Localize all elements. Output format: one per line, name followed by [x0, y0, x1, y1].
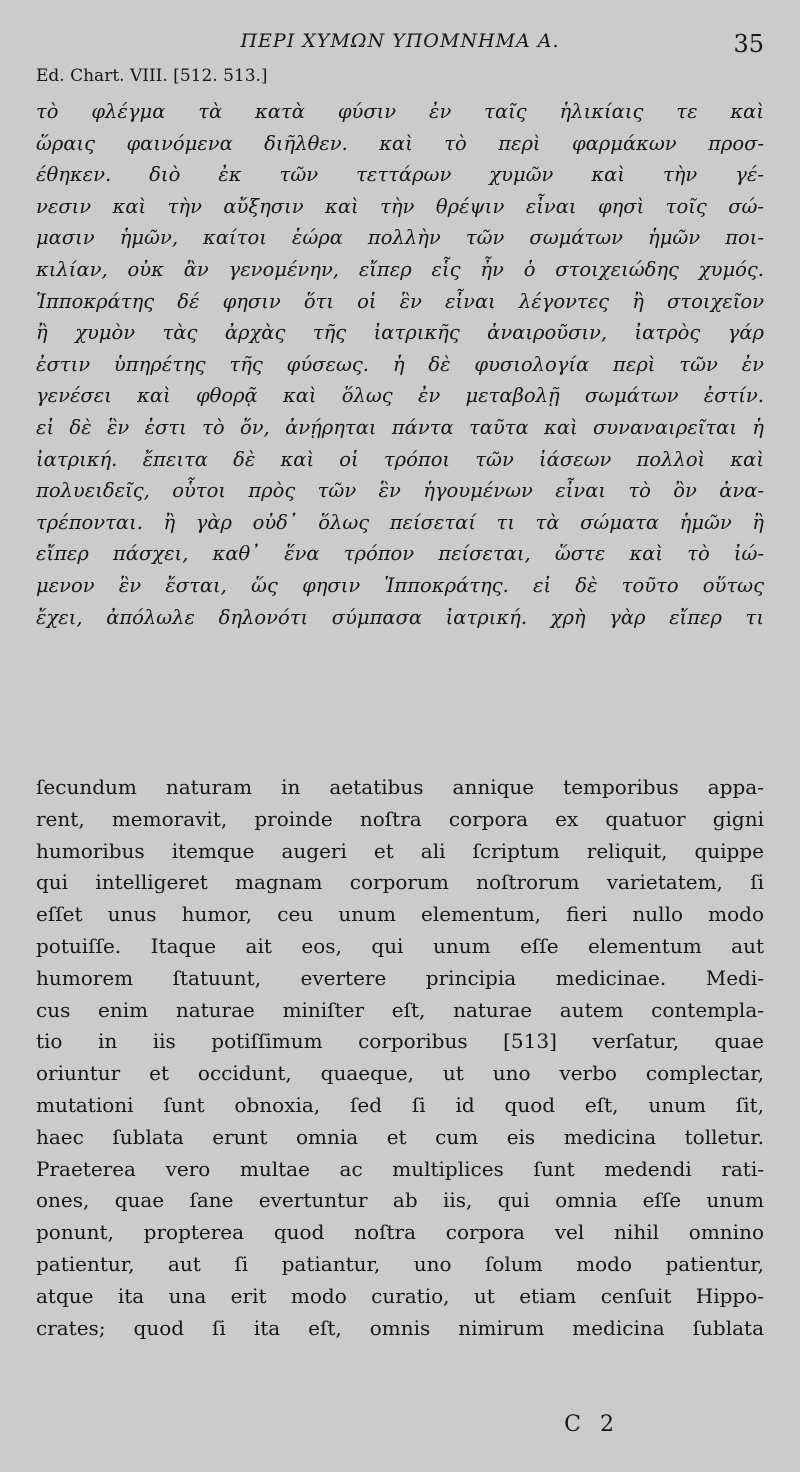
greek-line: τρέπονται. ἢ γὰρ οὐδ᾽ ὅλως πείσεταί τι τὰ σώματα ἡμῶν ἢ [36, 510, 764, 534]
latin-line: humoribus itemque augeri et ali ſcriptum reliquit, quippe [36, 838, 764, 863]
running-title: ΠΕΡΙ ΧΥΜΩΝ ΥΠΟΜΝΗΜΑ Α. [240, 30, 560, 52]
latin-line: rent, memoravit, proinde noſtra corpora ex quatuor gigni [36, 806, 764, 831]
greek-line: νεσιν καὶ τὴν αὔξησιν καὶ τὴν θρέψιν εἶναι φησὶ τοῖς σώ- [36, 194, 764, 218]
greek-line: γενέσει καὶ φθορᾷ καὶ ὅλως ἐν μεταβολῇ σωμάτων ἐστίν. [36, 384, 764, 408]
latin-line: patientur, aut ſi patiantur, uno ſolum modo patientur, [36, 1251, 764, 1276]
greek-line: μενον ἓν ἔσται, ὥς φησιν Ἱπποκράτης. εἰ δὲ τοῦτο οὕτως [36, 573, 764, 597]
latin-line: humorem ſtatuunt, evertere principia medicinae. Medi- [36, 965, 764, 990]
latin-line: qui intelligeret magnam corporum noſtrorum varietatem, ſi [36, 870, 764, 895]
latin-line: mutationi ſunt obnoxia, ſed ſi id quod eſt, unum ſit, [36, 1092, 764, 1117]
greek-line: ὥραις φαινόμενα διῆλθεν. καὶ τὸ περὶ φαρμάκων προσ- [36, 131, 764, 155]
greek-line: μασιν ἡμῶν, καίτοι ἑώρα πολλὴν τῶν σωμάτων ἡμῶν ποι- [36, 226, 764, 250]
latin-line: ſecundum naturam in aetatibus annique temporibus appa- [36, 775, 764, 799]
edition-reference: Ed. Chart. VIII. [512. 513.] [36, 66, 268, 86]
greek-line: ἔχει, ἀπόλωλε δηλονότι σύμπασα ἰατρική. χρὴ γὰρ εἴπερ τι [36, 605, 764, 629]
latin-line: potuiſſe. Itaque ait eos, qui unum eſſe elementum aut [36, 933, 764, 958]
greek-line: Ἱπποκράτης δέ φησιν ὅτι οἱ ἓν εἶναι λέγοντες ἢ στοιχεῖον [36, 289, 764, 313]
latin-line: haec ſublata erunt omnia et cum eis medicina tolletur. [36, 1124, 764, 1149]
greek-line: πολυειδεῖς, οὗτοι πρὸς τῶν ἓν ἡγουμένων εἶναι τὸ ὂν ἀνα- [36, 479, 764, 503]
page-header [0, 30, 800, 62]
greek-line: τὸ φλέγμα τὰ κατὰ φύσιν ἐν ταῖς ἡλικίαις τε καὶ [36, 100, 764, 123]
greek-text-block [36, 96, 764, 633]
page-number: 35 [733, 30, 764, 58]
latin-line: oriuntur et occidunt, quaeque, ut uno verbo complectar, [36, 1061, 764, 1086]
latin-line: eſſet unus humor, ceu unum elementum, fieri nullo modo [36, 902, 764, 927]
greek-line: έθηκεν. διὸ ἐκ τῶν τεττάρων χυμῶν καὶ τὴν γέ- [36, 163, 764, 187]
greek-line: ἢ χυμὸν τὰς ἀρχὰς τῆς ἰατρικῆς ἀναιροῦσιν, ἰατρὸς γάρ [36, 321, 764, 345]
latin-text-block [36, 772, 764, 1344]
latin-line: ponunt, propterea quod noſtra corpora vel nihil omnino [36, 1220, 764, 1245]
latin-line: atque ita una erit modo curatio, ut etiam cenſuit Hippo- [36, 1283, 764, 1308]
latin-line: Praeterea vero multae ac multiplices ſunt medendi rati- [36, 1156, 764, 1181]
latin-line: ones, quae ſane evertuntur ab iis, qui omnia eſſe unum [36, 1188, 764, 1213]
signature-mark: C 2 [564, 1412, 620, 1437]
greek-line: ἰατρική. ἔπειτα δὲ καὶ οἱ τρόποι τῶν ἰάσεων πολλοὶ καὶ [36, 447, 764, 471]
greek-line: εἴπερ πάσχει, καθ᾽ ἕνα τρόπον πείσεται, ὥστε καὶ τὸ ἰώ- [36, 542, 764, 566]
greek-line: κιλίαν, οὐκ ἂν γενομένην, εἴπερ εἷς ἦν ὁ στοιχειώδης χυμός. [36, 257, 764, 281]
greek-line: εἰ δὲ ἓν ἐστι τὸ ὄν, ἀνῄρηται πάντα ταῦτα καὶ συναναιρεῖται ἡ [36, 415, 764, 439]
latin-line: crates; quod ſi ita eſt, omnis nimirum medicina ſublata [36, 1315, 764, 1340]
latin-line: cus enim naturae miniſter eſt, naturae autem contempla- [36, 997, 764, 1022]
greek-line: ἐστιν ὑπηρέτης τῆς φύσεως. ἡ δὲ φυσιολογία περὶ τῶν ἐν [36, 352, 764, 376]
latin-line: tio in iis potiſſimum corporibus [513] verſatur, quae [36, 1029, 764, 1054]
